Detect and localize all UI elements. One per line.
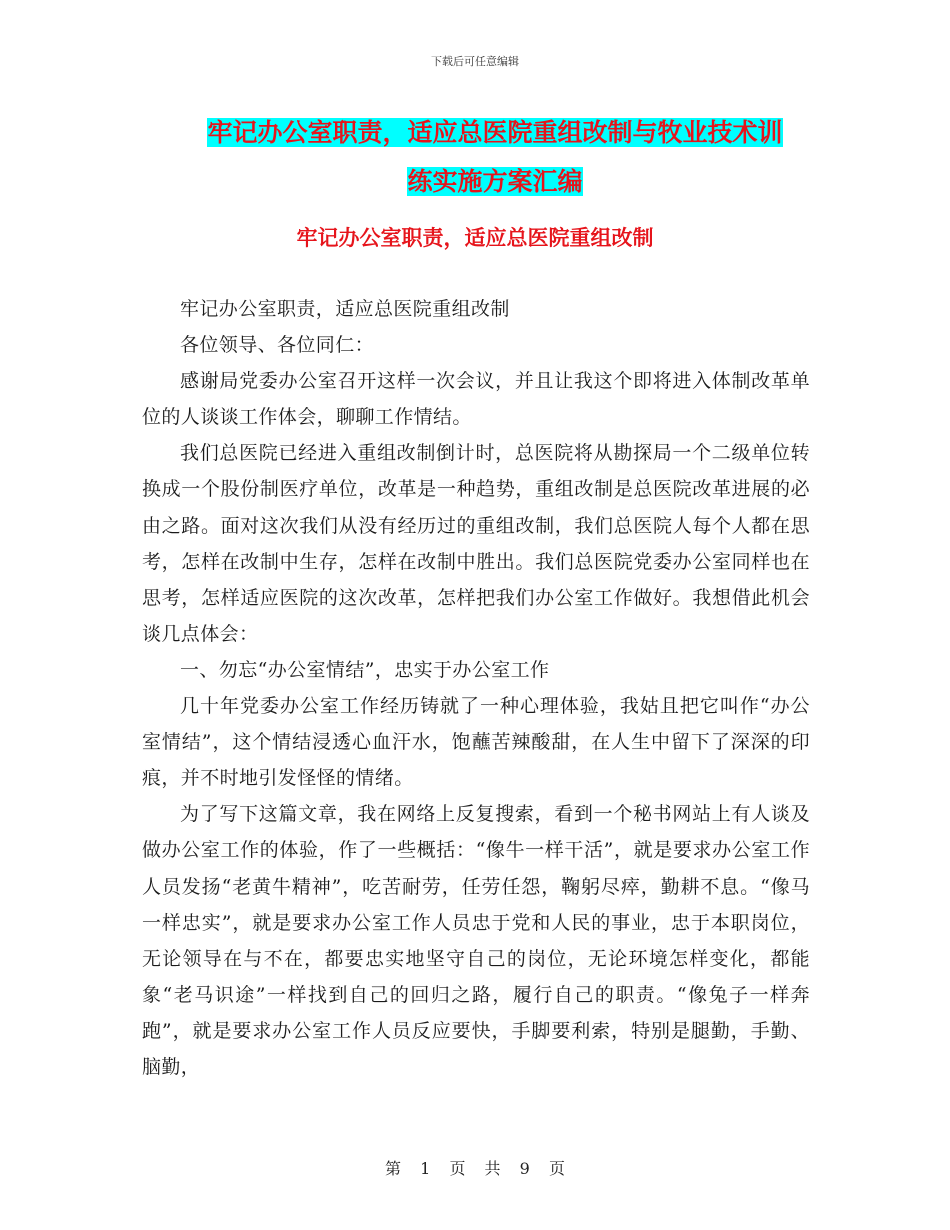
page-header-note: 下载后可任意编辑 xyxy=(431,55,519,68)
document-title xyxy=(150,108,840,206)
paragraph: 感谢局党委办公室召开这样一次会议，并且让我这个即将进入体制改革单位的人谈谈工作体会，聊聊工作情结。 xyxy=(142,370,810,429)
section-title: 牢记办公室职责，适应总医院重组改制 xyxy=(296,226,654,250)
paragraph: 我们总医院已经进入重组改制倒计时，总医院将从勘探局一个二级单位转换成一个股份制医疗单位，改革是一种趋势，重组改制是总医院改革进展的必由之路。面对这次我们从没有经历过的重组改制，我们总医院人每个人都在思考，怎样在改制中生存，怎样在改制中胜出。我们总医院党委办公室同样也在思考，怎样适应医院的这次改革，怎样把我们办公室工作做好。我想借此机会谈几点体会： xyxy=(142,442,810,645)
paragraph: 几十年党委办公室工作经历铸就了一种心理体验，我姑且把它叫作“办公室情结”，这个情结浸透心血汗水，饱蘸苦辣酸甜，在人生中留下了深深的印痕，并不时地引发怪怪的情绪。 xyxy=(142,695,810,790)
paragraph-salutation: 各位领导、各位同仁： xyxy=(180,334,375,357)
footer-total-unit: 页 xyxy=(548,1159,565,1178)
footer-page-unit: 页 xyxy=(449,1159,466,1178)
page-footer xyxy=(0,1156,950,1179)
paragraph-subtitle: 牢记办公室职责，适应总医院重组改制 xyxy=(180,298,510,320)
paragraph-heading: 一、勿忘“办公室情结”，忠实于办公室工作 xyxy=(180,658,550,681)
document-title-line-1: 牢记办公室职责，适应总医院重组改制与牧业技术训 xyxy=(207,118,783,147)
document-body xyxy=(142,291,810,1085)
footer-page-number: 1 xyxy=(420,1159,431,1178)
document-title-line-2: 练实施方案汇编 xyxy=(407,167,583,196)
paragraph: 为了写下这篇文章，我在网络上反复搜索，看到一个秘书网站上有人谈及做办公室工作的体验，作了一些概括：“像牛一样干活”，就是要求办公室工作人员发扬“老黄牛精神”，吃苦耐劳，任劳任怨，鞠躬尽瘁，勤耕不息。“像马一样忠实”，就是要求办公室工作人员忠于党和人民的事业，忠于本职岗位，无论领导在与不在，都要忠实地坚守自己的岗位，无论环境怎样变化，都能象“老马识途”一样找到自己的回归之路，履行自己的职责。“像兔子一样奔跑”，就是要求办公室工作人员反应要快，手脚要利索，特别是腿勤，手勤、脑勤， xyxy=(142,803,810,1078)
footer-prefix: 第 xyxy=(385,1159,402,1178)
footer-total-pages: 9 xyxy=(519,1159,530,1178)
footer-total-prefix: 共 xyxy=(484,1159,501,1178)
